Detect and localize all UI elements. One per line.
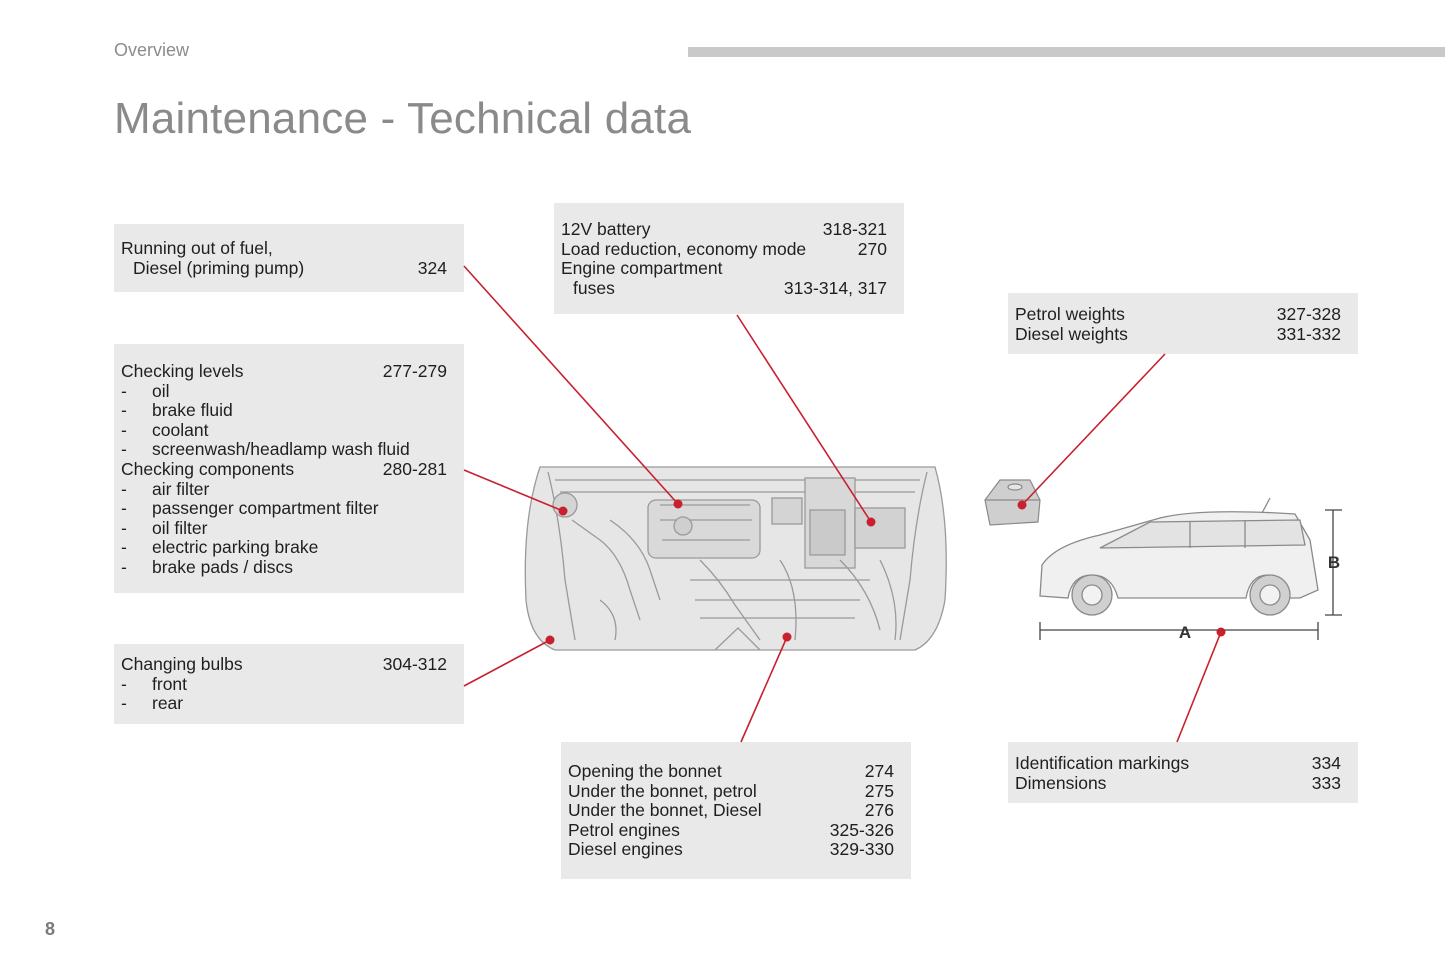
battery-row-page[interactable]: 313-314, 317 bbox=[783, 277, 887, 298]
callout-dot bbox=[546, 636, 555, 645]
dimension-b-label: B bbox=[1327, 553, 1341, 572]
callout-line-ident bbox=[1177, 632, 1221, 742]
callout-line-weights bbox=[1022, 354, 1165, 505]
list-item: - oil bbox=[121, 380, 170, 401]
bulbs-heading-page[interactable]: 304-312 bbox=[382, 654, 447, 674]
weights-row: Diesel weights 331-332 bbox=[1015, 323, 1341, 344]
fuel-row-page[interactable]: 324 bbox=[417, 257, 447, 278]
callout-line-bulbs bbox=[464, 640, 550, 686]
ident-row: Dimensions 333 bbox=[1015, 772, 1341, 793]
list-item: - front bbox=[121, 673, 188, 694]
battery-row: Load reduction, economy mode 270 bbox=[561, 238, 887, 259]
engine-bay-illustration bbox=[525, 467, 946, 650]
components-heading-text: Checking components bbox=[121, 458, 295, 479]
ident-row: Identification markings 334 bbox=[1015, 753, 1341, 773]
callout-dot bbox=[783, 633, 792, 642]
battery-row: Engine compartment bbox=[561, 258, 723, 279]
bonnet-row: Petrol engines 325-326 bbox=[568, 819, 894, 840]
fuel-row-text: Diesel (priming pump) bbox=[133, 257, 305, 278]
list-item: - screenwash/headlamp wash fluid bbox=[121, 439, 410, 460]
list-item: - passenger compartment filter bbox=[121, 498, 379, 519]
battery-row: 12V battery 318-321 bbox=[561, 219, 887, 239]
callout-dot bbox=[559, 507, 568, 516]
battery-row: fuses 313-314, 317 bbox=[573, 277, 887, 298]
bonnet-row: Opening the bonnet 274 bbox=[568, 761, 894, 781]
weights-row-page[interactable]: 327-328 bbox=[1276, 304, 1341, 324]
bonnet-row-page[interactable]: 275 bbox=[864, 780, 894, 801]
fuel-row-text: Running out of fuel, bbox=[121, 238, 273, 258]
section-label: Overview bbox=[114, 40, 190, 60]
list-item: - coolant bbox=[121, 419, 209, 440]
dimension-a-label: A bbox=[1178, 623, 1192, 642]
bonnet-row: Diesel engines 329-330 bbox=[568, 839, 894, 860]
weights-row-page[interactable]: 331-332 bbox=[1276, 323, 1341, 344]
bonnet-row-page[interactable]: 276 bbox=[864, 800, 894, 821]
ident-row-page[interactable]: 334 bbox=[1311, 753, 1341, 773]
bulbs-heading-text: Changing bulbs bbox=[121, 654, 243, 674]
page-number: 8 bbox=[45, 919, 56, 939]
battery-row-page[interactable]: 318-321 bbox=[822, 219, 887, 239]
list-item: - brake pads / discs bbox=[121, 556, 294, 577]
callout-line-bonnet bbox=[741, 637, 787, 742]
bonnet-row-page[interactable]: 329-330 bbox=[829, 839, 894, 860]
weights-row: Petrol weights 327-328 bbox=[1015, 304, 1341, 324]
bonnet-row: Under the bonnet, petrol 275 bbox=[568, 780, 894, 801]
battery-row-page[interactable]: 270 bbox=[857, 238, 887, 259]
list-item: - rear bbox=[121, 693, 184, 714]
bonnet-row-page[interactable]: 325-326 bbox=[829, 819, 894, 840]
bonnet-row-page[interactable]: 274 bbox=[864, 761, 894, 781]
page-title: Maintenance - Technical data bbox=[114, 94, 692, 143]
callout-dot bbox=[1217, 628, 1226, 637]
list-item: - brake fluid bbox=[121, 400, 233, 421]
list-item: - oil filter bbox=[121, 517, 208, 538]
weight-icon bbox=[985, 480, 1040, 525]
levels-heading-text: Checking levels bbox=[121, 361, 244, 381]
list-item: - electric parking brake bbox=[121, 537, 319, 558]
list-item: - air filter bbox=[121, 478, 210, 499]
bonnet-row: Under the bonnet, Diesel 276 bbox=[568, 800, 894, 821]
ident-row-page[interactable]: 333 bbox=[1311, 772, 1341, 793]
callout-dot bbox=[674, 500, 683, 509]
components-heading-page[interactable]: 280-281 bbox=[382, 458, 447, 479]
levels-heading-page[interactable]: 277-279 bbox=[382, 361, 447, 381]
callout-dot bbox=[867, 518, 876, 527]
car-side-illustration bbox=[1040, 498, 1318, 615]
callout-dot bbox=[1018, 501, 1027, 510]
